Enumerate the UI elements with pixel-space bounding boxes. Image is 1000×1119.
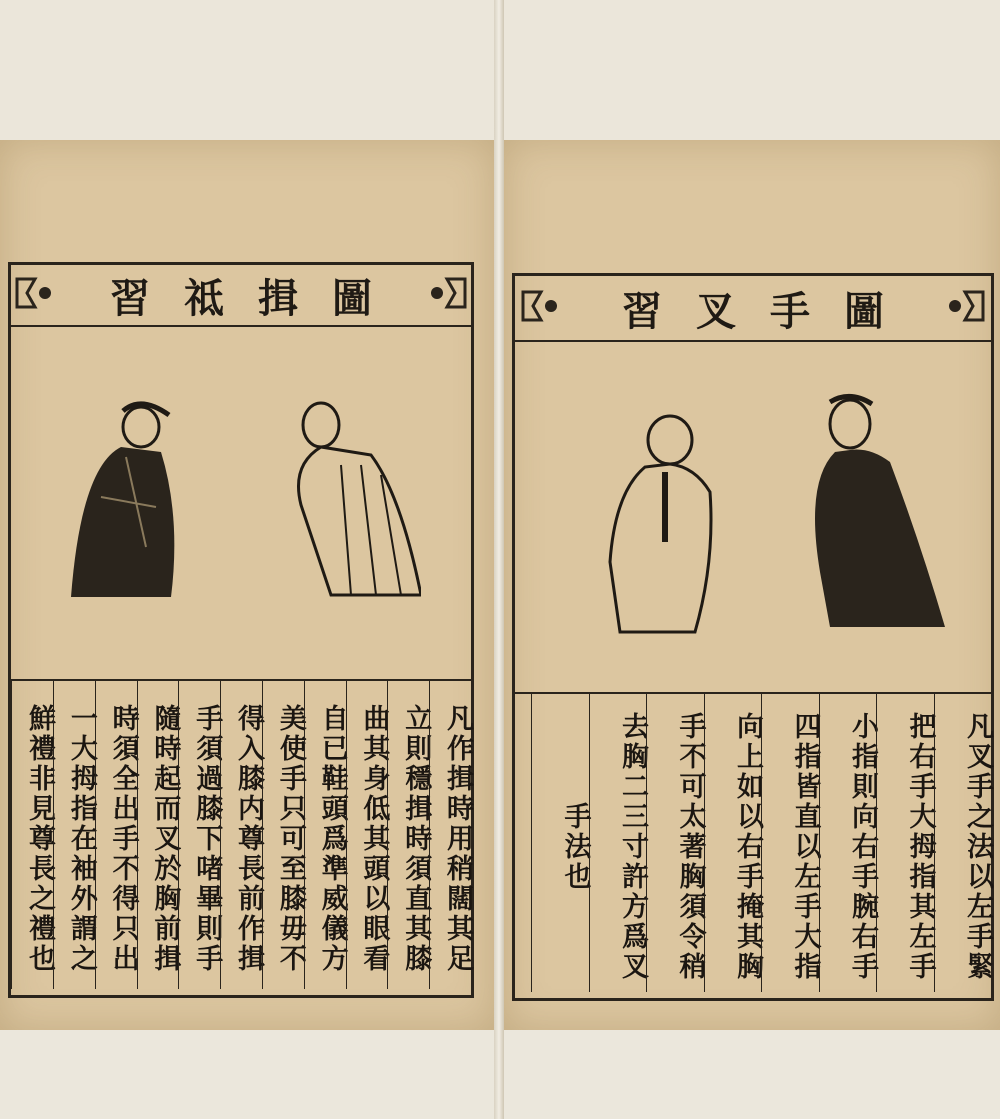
text-column: 把右手大拇指其左手 xyxy=(876,692,934,992)
text-column: 向上如以右手掩其胸 xyxy=(704,692,762,992)
right-ornament-icon xyxy=(421,273,467,313)
right-page-margin-top xyxy=(504,0,1000,140)
left-ornament-icon xyxy=(521,286,567,326)
text-column: 鮮禮非見尊長之禮也 xyxy=(11,679,53,989)
right-page-margin-bottom xyxy=(504,1030,1000,1119)
figure-man-hands-crossed xyxy=(595,412,735,637)
left-print-frame xyxy=(8,262,474,998)
text-column: 一大拇指在袖外謂之 xyxy=(53,679,95,989)
text-column: 曲其身低其頭以眼看 xyxy=(346,679,388,989)
figure-woman-bowing xyxy=(61,397,211,607)
text-column: 四指皆直以左手大指 xyxy=(761,692,819,992)
left-page-margin-top xyxy=(0,0,494,140)
book-gutter xyxy=(494,0,504,1119)
left-text-block xyxy=(11,679,471,989)
left-title-band xyxy=(11,265,471,327)
right-title-band xyxy=(515,276,991,342)
figure-man-bowing xyxy=(281,395,421,605)
text-column: 去胸二三寸許方爲叉 xyxy=(589,692,647,992)
right-page-title: 習叉手圖 xyxy=(622,287,918,335)
text-column: 自已鞋頭爲準威儀方 xyxy=(304,679,346,989)
text-column: 手法也 xyxy=(531,692,589,992)
text-column: 凡叉手之法以左手緊 xyxy=(934,692,992,992)
text-column: 立則穩揖時須直其膝 xyxy=(387,679,429,989)
right-leaf xyxy=(504,140,1000,1030)
right-print-frame xyxy=(512,273,994,1001)
text-column: 手不可太著胸須令稍 xyxy=(646,692,704,992)
figure-woman-hands-crossed xyxy=(800,392,950,632)
left-page-margin-bottom xyxy=(0,1030,494,1119)
left-illustration xyxy=(11,327,471,681)
left-ornament-icon xyxy=(15,273,61,313)
left-page-title: 習祗揖圖 xyxy=(110,274,406,322)
right-text-block xyxy=(515,692,991,992)
right-ornament-icon xyxy=(939,286,985,326)
right-illustration xyxy=(515,342,991,694)
text-column: 手須過膝下啫畢則手 xyxy=(178,679,220,989)
text-column: 得入膝内尊長前作揖 xyxy=(220,679,262,989)
text-column: 小指則向右手腕右手 xyxy=(819,692,877,992)
text-column: 凡作揖時用稍闊其足 xyxy=(429,679,471,989)
text-column: 隨時起而叉於胸前揖 xyxy=(137,679,179,989)
text-column: 美使手只可至膝毋不 xyxy=(262,679,304,989)
text-column: 時須全出手不得只出 xyxy=(95,679,137,989)
left-leaf xyxy=(0,140,494,1030)
